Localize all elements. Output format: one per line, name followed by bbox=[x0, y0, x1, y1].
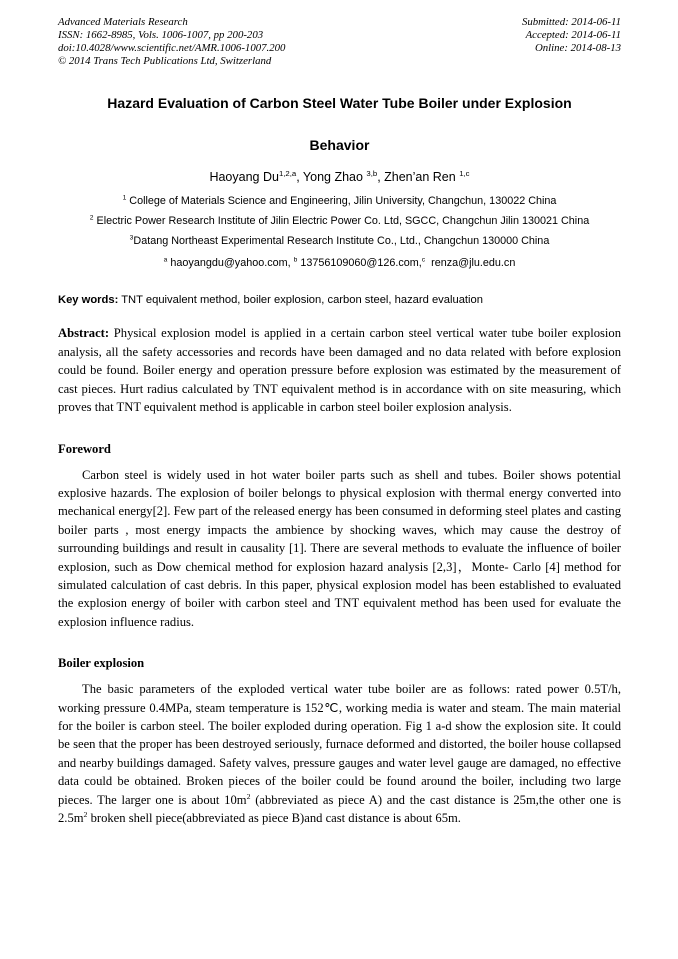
accepted-date: Accepted: 2014-06-11 bbox=[525, 29, 621, 41]
journal-doi-line: doi:10.4028/www.scientific.net/AMR.1006-1007.200 bbox=[58, 42, 286, 54]
submitted-date: Submitted: 2014-06-11 bbox=[521, 16, 621, 28]
journal-header bbox=[58, 16, 621, 68]
journal-header-left bbox=[58, 16, 285, 68]
section-heading-foreword: Foreword bbox=[58, 441, 111, 456]
journal-copyright-line: © 2014 Trans Tech Publications Ltd, Switzerland bbox=[58, 55, 272, 67]
affiliation-2: $^2$ Electric Power Research Institute of Jilin Electric Power Co. Ltd, SGCC, Changchun Jilin 130021 China bbox=[89, 214, 590, 227]
authors-line: Haoyang Du$^{1,2,a}$, Yong Zhao $^{3,b}$, Zhen’an Ren $^{1,c}$ bbox=[209, 168, 470, 184]
affiliation-3: $^3$Datang Northeast Experimental Research Institute Co., Ltd., Changchun 130000 China bbox=[129, 234, 550, 247]
foreword-paragraph: Carbon steel is widely used in hot water boiler parts such as shell and tubes. Boiler shows potential explosive hazards. The explosion of boiler belongs to physical explosion with thermal energy converted into mechanical energy[2]. Few part of the released energy has been consumed in deforming steel plates and casting boiler parts , most energy impacts the ambience by shocking waves, which may cause the destroy of surrounding buildings and result in causality [1]. There are several methods to evaluate the influence of boiler explosion, such as Dow chemical method for explosion hazard analysis [2,3]，Monte- Carlo [4] method for simulated calculation of cast debris. In this paper, physical explosion model has been established to evaluated the explosion energy of boiler with carbon steel and TNT equivalent method has been used for evaluate the explosion influence radius. bbox=[58, 467, 621, 629]
paper-title-line1: Hazard Evaluation of Carbon Steel Water Tube Boiler under Explosion bbox=[107, 95, 572, 111]
keywords-line: Key words: TNT equivalent method, boiler explosion, carbon steel, hazard evaluation bbox=[58, 294, 483, 306]
journal-name: Advanced Materials Research bbox=[58, 16, 188, 28]
affiliation-1: $^1$ College of Materials Science and Engineering, Jilin University, Changchun, 130022 China bbox=[122, 194, 557, 207]
paper-title-line2: Behavior bbox=[309, 137, 370, 153]
affiliations-block bbox=[66, 194, 614, 248]
section-heading-boiler-explosion: Boiler explosion bbox=[58, 656, 145, 671]
author-emails-line: $^a$ haoyangdu@yahoo.com, $^b$ 13756109060@126.com,$^c$ renza@jlu.edu.cn bbox=[163, 256, 516, 269]
boiler-explosion-paragraph: The basic parameters of the exploded vertical water tube boiler are as follows: rated power 0.5T/h, working pressure 0.4MPa, steam temperature is 152℃, working media is water and steam. The main material for the boiler is carbon steel. The boiler exploded during operation. Fig 1 a-d show the explosion site. It could be seen that the proper has been destroyed seriously, furnace deformed and distorted, the boiler house collapsed and nearby buildings damaged. Safety valves, pressure gauges and water level gauge are damaged, no effective data could be obtained. Broken pieces of the boiler could be found around the boiler, including two large pieces. The larger one is about $10m^2$ (abbreviated as piece A) and the cast distance is 25m,the other one is $2.5m^2$ broken shell piece(abbreviated as piece B)and cast distance is about 65m. bbox=[58, 682, 621, 825]
online-date: Online: 2014-08-13 bbox=[534, 42, 621, 54]
journal-header-right bbox=[522, 16, 621, 68]
abstract-paragraph: Abstract: Physical explosion model is applied in a certain carbon steel vertical water tube boiler explosion analysis, all the safety accessories and records have been damaged and no data related with before explosion could be found. Boiler energy and operation pressure before explosion was estimated by the measurement of cast pieces. Hurt radius calculated by TNT equivalent method is in accordance with on site measuring, which proves that TNT equivalent method is applicable in carbon steel boiler explosion analysis. bbox=[58, 326, 621, 414]
journal-issn-line: ISSN: 1662-8985, Vols. 1006-1007, pp 200-203 bbox=[58, 29, 264, 41]
